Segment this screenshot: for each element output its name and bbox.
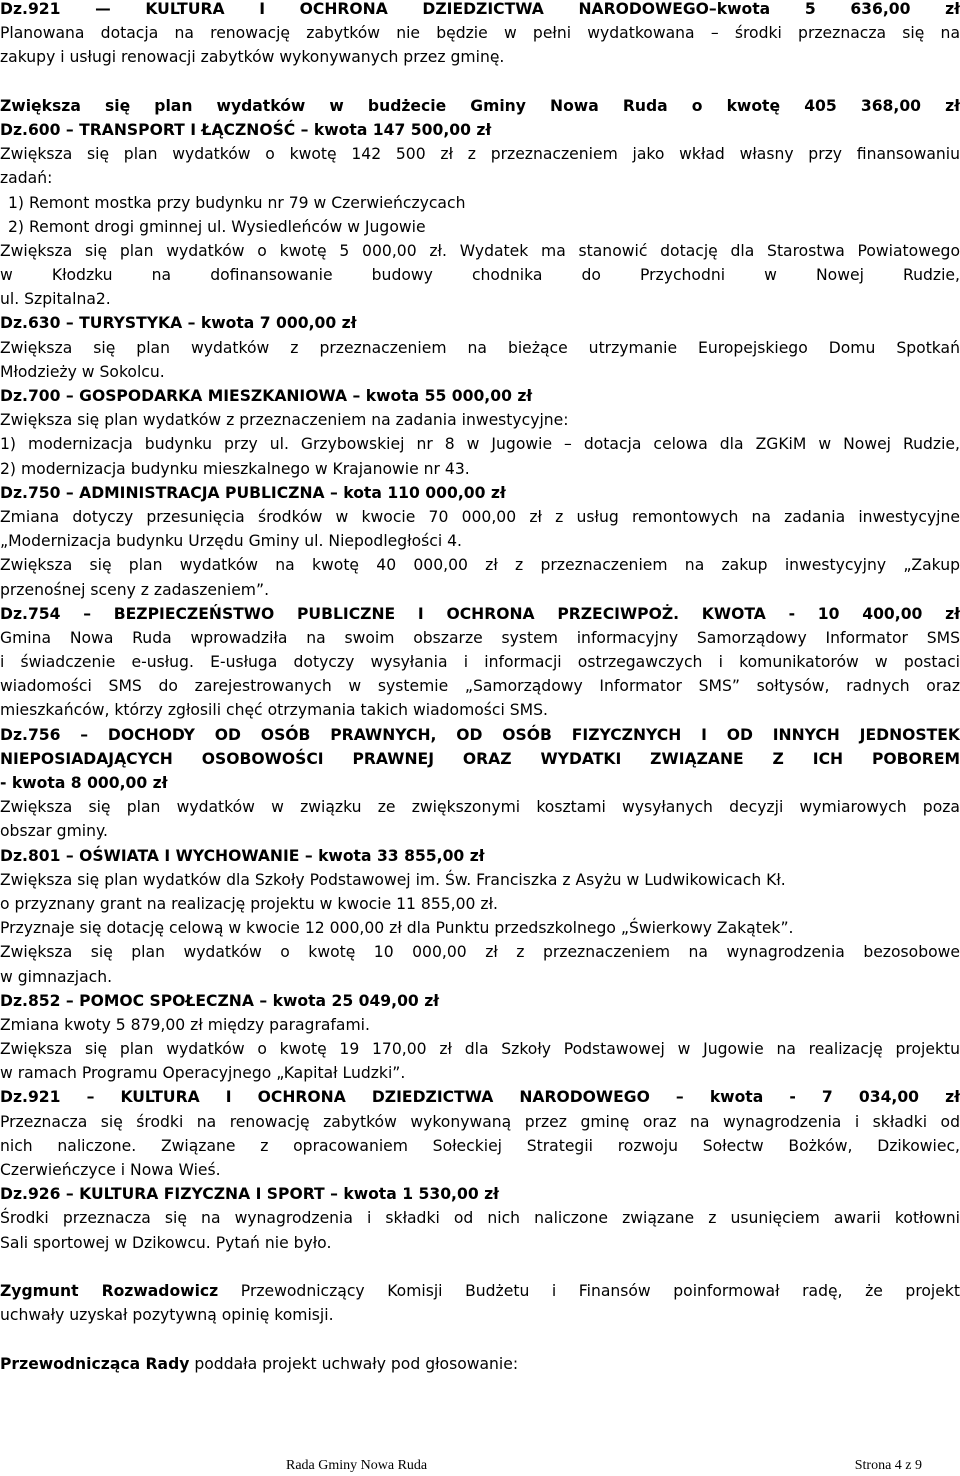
- speaker-name: Przewodnicząca Rady: [0, 1354, 190, 1373]
- text-line: Przyznaje się dotację celową w kwocie 12 000,00 zł dla Punktu przedszkolnego „Świerkowy Zakątek”.: [0, 919, 794, 938]
- text-line: Zmiana kwoty 5 879,00 zł między paragrafami.: [0, 1015, 370, 1034]
- text-line: „Modernizacja budynku Urzędu Gminy ul. Niepodległości 4.: [0, 532, 462, 551]
- text-line: Środki przeznacza się na wynagrodzenia i składki od nich naliczone związane z usunięciem awarii kotłowni: [0, 1209, 960, 1228]
- section-heading-line: Dz.921 — KULTURA I OCHRONA DZIEDZICTWA NARODOWEGO–kwota 5 636,00 zł: [0, 0, 960, 18]
- text-line: obszar gminy.: [0, 822, 108, 841]
- text-line: Zwiększa się plan wydatków w związku ze zwiększonymi kosztami wysyłanych decyzji wymiarowych poza: [0, 798, 960, 817]
- page-footer: [0, 1456, 960, 1476]
- section-heading-line: - kwota 8 000,00 zł: [0, 774, 168, 792]
- footer-page-number: Strona 4 z 9: [854, 1458, 922, 1473]
- text-line: Czerwieńczyce i Nowa Wieś.: [0, 1161, 221, 1179]
- paragraph-spacer: [0, 1255, 960, 1279]
- text-line: wiadomości SMS do zarejestrowanych w systemie „Samorządowy Informator SMS” sołtysów, radnych oraz: [0, 677, 960, 696]
- text-line: przenośnej sceny z zadaszeniem”.: [0, 580, 270, 599]
- section-heading-line: Dz.801 – OŚWIATA I WYCHOWANIE – kwota 33 855,00 zł: [0, 846, 485, 865]
- text-line: Zwiększa się plan wydatków o kwotę 142 500 zł z przeznaczeniem jako wkład własny przy finansowaniu: [0, 145, 960, 164]
- text-line: i świadczenie e-usług. E-usługa dotyczy wysyłania i informacji ostrzegawczych i komunikatorów w postaci: [0, 653, 960, 672]
- text-line: Gmina Nowa Ruda wprowadziła na swoim obszarze system informacyjny Samorządowy Informator SMS: [0, 628, 960, 647]
- section-heading-line: Dz.754 – BEZPIECZEŃSTWO PUBLICZNE I OCHRONA PRZECIWPOŻ. KWOTA - 10 400,00 zł: [0, 604, 960, 623]
- text-line: Przeznacza się środki na renowację zabytków wykonywaną przez gminę oraz na wynagrodzenia i składki od: [0, 1112, 960, 1131]
- text-line: mieszkańców, którzy zgłosili chęć otrzymania takich wiadomości SMS.: [0, 701, 548, 720]
- text-line: [0, 1352, 960, 1376]
- text-line: zadań:: [0, 169, 53, 188]
- text-line: Zwiększa się plan wydatków z przeznaczeniem na zadania inwestycyjne:: [0, 411, 569, 430]
- section-heading-line: NIEPOSIADAJĄCYCH OSOBOWOŚCI PRAWNEJ ORAZ WYDATKI ZWIĄZANE Z ICH POBOREM: [0, 749, 960, 768]
- paragraph-spacer: [0, 1327, 960, 1351]
- text-line: nich naliczone. Związane z opracowaniem Sołeckiej Strategii rozwoju Sołectw Bożków, Dzikowiec,: [0, 1136, 960, 1155]
- text-line: Zmiana dotyczy przesunięcia środków w kwocie 70 000,00 zł z usług remontowych na zadania inwestycyjne: [0, 507, 960, 526]
- section-heading-line: Dz.921 – KULTURA I OCHRONA DZIEDZICTWA NARODOWEGO – kwota - 7 034,00 zł: [0, 1088, 960, 1107]
- text-line: w ramach Programu Operacyjnego „Kapitał Ludzki”.: [0, 1064, 406, 1083]
- section-heading-line: Dz.700 – GOSPODARKA MIESZKANIOWA – kwota 55 000,00 zł: [0, 387, 533, 405]
- text-line: Zwiększa się plan wydatków o kwotę 10 000,00 zł z przeznaczeniem na wynagrodzenia bezosobowe: [0, 943, 960, 962]
- speaker-name: Zygmunt Rozwadowicz: [0, 1281, 219, 1300]
- section-heading-line: Zwiększa się plan wydatków w budżecie Gminy Nowa Ruda o kwotę 405 368,00 zł: [0, 96, 960, 115]
- text-line: zakupy i usługi renowacji zabytków wykonywanych przez gminę.: [0, 48, 505, 67]
- section-heading-line: Dz.852 – POMOC SPOŁECZNA – kwota 25 049,00 zł: [0, 991, 440, 1010]
- section-heading-line: Dz.750 – ADMINISTRACJA PUBLICZNA – kota 110 000,00 zł: [0, 483, 506, 502]
- section-heading-line: Dz.926 – KULTURA FIZYCZNA I SPORT – kwota 1 530,00 zł: [0, 1185, 499, 1204]
- paragraph-spacer: [0, 70, 960, 94]
- text-line: w gimnazjach.: [0, 967, 113, 986]
- text-line: o przyznany grant na realizację projektu w kwocie 11 855,00 zł.: [0, 894, 499, 913]
- text-line: 2) modernizacja budynku mieszkalnego w Krajanowie nr 43.: [0, 459, 470, 478]
- text-line: Zwiększa się plan wydatków o kwotę 5 000,00 zł. Wydatek ma stanowić dotację dla Starostwa Powiatowego: [0, 241, 960, 260]
- text-line: Sali sportowej w Dzikowcu. Pytań nie było.: [0, 1233, 332, 1252]
- line-text: Przewodniczący Komisji Budżetu i Finansów poinformował radę, że projekt: [218, 1281, 960, 1300]
- text-line: Zwiększa się plan wydatków dla Szkoły Podstawowej im. Św. Franciszka z Asyżu w Ludwikowicach Kł.: [0, 870, 786, 889]
- text-line: Zwiększa się plan wydatków o kwotę 19 170,00 zł dla Szkoły Podstawowej w Jugowie na realizację projektu: [0, 1040, 960, 1059]
- text-line: [0, 1279, 960, 1303]
- line-text: poddała projekt uchwały pod głosowanie:: [189, 1354, 519, 1373]
- text-line: w Kłodzku na dofinansowanie budowy chodnika do Przychodni w Nowej Rudzie,: [0, 266, 960, 285]
- text-line: 1) Remont mostka przy budynku nr 79 w Czerwieńczycach: [8, 193, 466, 212]
- text-line: Zwiększa się plan wydatków na kwotę 40 000,00 zł z przeznaczeniem na zakup inwestycyjny „Zakup: [0, 556, 960, 575]
- text-line: ul. Szpitalna2.: [0, 290, 111, 309]
- text-line: Zwiększa się plan wydatków z przeznaczeniem na bieżące utrzymanie Europejskiego Domu Spotkań: [0, 338, 960, 357]
- footer-council-name: Rada Gminy Nowa Ruda: [286, 1458, 428, 1473]
- text-line: 1) modernizacja budynku przy ul. Grzybowskiej nr 8 w Jugowie – dotacja celowa dla ZGKiM w Nowej Rudzie,: [0, 435, 960, 454]
- section-heading-line: Dz.630 – TURYSTYKA – kwota 7 000,00 zł: [0, 314, 357, 333]
- section-heading-line: Dz.600 – TRANSPORT I ŁĄCZNOŚĆ – kwota 147 500,00 zł: [0, 120, 492, 139]
- section-heading-line: Dz.756 – DOCHODY OD OSÓB PRAWNYCH, OD OSÓB FIZYCZNYCH I OD INNYCH JEDNOSTEK: [0, 725, 960, 744]
- text-line: Planowana dotacja na renowację zabytków nie będzie w pełni wydatkowana – środki przeznacza się na: [0, 24, 960, 43]
- text-line: uchwały uzyskał pozytywną opinię komisji.: [0, 1306, 334, 1325]
- text-line: 2) Remont drogi gminnej ul. Wysiedleńców w Jugowie: [8, 217, 426, 236]
- text-line: Młodzieży w Sokolcu.: [0, 362, 165, 381]
